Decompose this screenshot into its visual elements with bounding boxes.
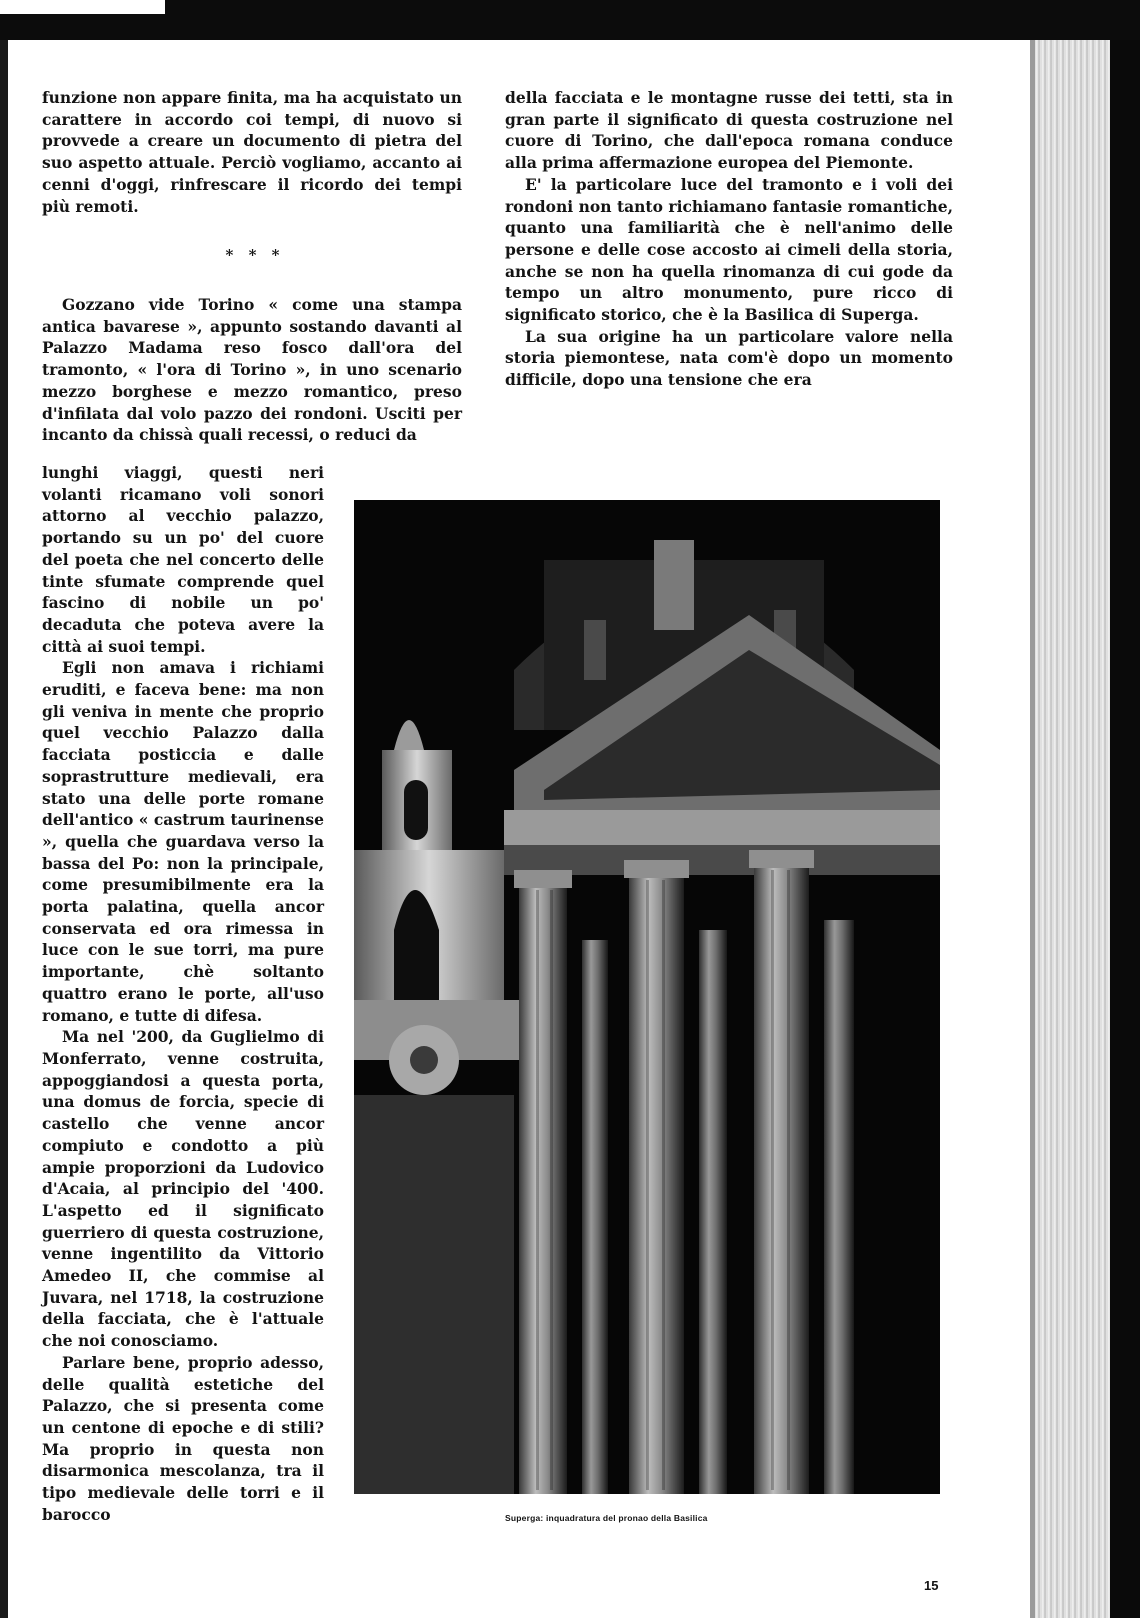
- section-separator: * * *: [225, 246, 285, 264]
- paragraph: Parlare bene, proprio adesso, delle qualità estetiche del Palazzo, che si presenta come un centone di epoche e di stili? Ma proprio in questa non disarmonica mescolanza, tra il tipo medievale delle torri e il barocco: [42, 1352, 324, 1524]
- scan-right-border: [1110, 40, 1140, 1618]
- photo-caption: Superga: inquadratura del pronao della Basilica: [505, 1513, 708, 1523]
- left-column-wide: [42, 294, 462, 446]
- book-page-edges: [1035, 40, 1110, 1618]
- paragraph: Ma nel '200, da Guglielmo di Monferrato, venne costruita, appoggiandosi a questa porta, una domus de forcia, specie di castello che venne ancor compiuto e condotto a più ampie proporzioni da Ludovico d'Acaia, al principio del '400. L'aspetto ed il significato guerriero di questa costruzione, venne ingentilito da Vittorio Amedeo II, che commise al Juvara, nel 1718, la costruzione della facciata, che è l'attuale che noi conosciamo.: [42, 1027, 324, 1351]
- paragraph: lunghi viaggi, questi neri volanti ricamano voli sonori attorno al vecchio palazzo, portando su un po' del cuore del poeta che nel concerto delle tinte sfumate comprende quel fascino di nobile un po' decaduta che poteva avere la città ai suoi tempi.: [42, 463, 324, 656]
- scan-top-gap: [0, 0, 165, 14]
- page-number: 15: [924, 1578, 939, 1593]
- paragraph: funzione non appare finita, ma ha acquistato un carattere in accordo coi tempi, di nuovo si provvede a creare un documento di pietra del suo aspetto attuale. Perciò vogliamo, accanto ai cenni d'oggi, rinfrescare il ricordo dei tempi più remoti.: [42, 88, 462, 216]
- paragraph: della facciata e le montagne russe dei tetti, sta in gran parte il significato di questa costruzione nel cuore di Torino, che dall'epoca romana conduce alla prima affermazione europea del Piemonte.: [505, 88, 953, 173]
- left-column-top: [42, 87, 462, 217]
- paragraph: Egli non amava i richiami eruditi, e faceva bene: ma non gli veniva in mente che proprio quel vecchio Palazzo dalla facciata posticcia e dalle soprastrutture medievali, era stato una delle porte romane dell'antico « castrum taurinense », quella che guardava verso la bassa del Po: non la principale, come presumibilmente era la porta palatina, quella ancor conservata ed ora rimessa in luce con le sue torri, ma pure importante, chè soltanto quattro erano le porte, all'uso romano, e tutte di difesa.: [42, 658, 324, 1025]
- scan-speck: [985, 44, 989, 48]
- paragraph: La sua origine ha un particolare valore nella storia piemontese, nata com'è dopo un momento difficile, dopo una tensione che era: [505, 326, 953, 390]
- basilica-illustration: [354, 500, 940, 1494]
- left-column-narrow: [42, 462, 324, 1525]
- basilica-photo: [354, 500, 940, 1494]
- scan-left-border: [0, 40, 8, 1618]
- paragraph: Gozzano vide Torino « come una stampa antica bavarese », appunto sostando davanti al Palazzo Madama reso fosco dall'ora del tramonto, « l'ora di Torino », in uno scenario mezzo borghese e mezzo romantico, preso d'infilata dal volo pazzo dei rondoni. Usciti per incanto da chissà quali recessi, o reduci da: [42, 295, 462, 445]
- scan-top-border: [0, 0, 1140, 40]
- right-column: [505, 87, 953, 391]
- paragraph: E' la particolare luce del tramonto e i voli dei rondoni non tanto richiamano fantasie romantiche, quanto una familiarità che è nell'animo delle persone e delle cose accosto ai cimeli della storia, anche se non ha quella rinomanza di cui gode da tempo un altro monumento, pure ricco di significato storico, che è la Basilica di Superga.: [505, 174, 953, 325]
